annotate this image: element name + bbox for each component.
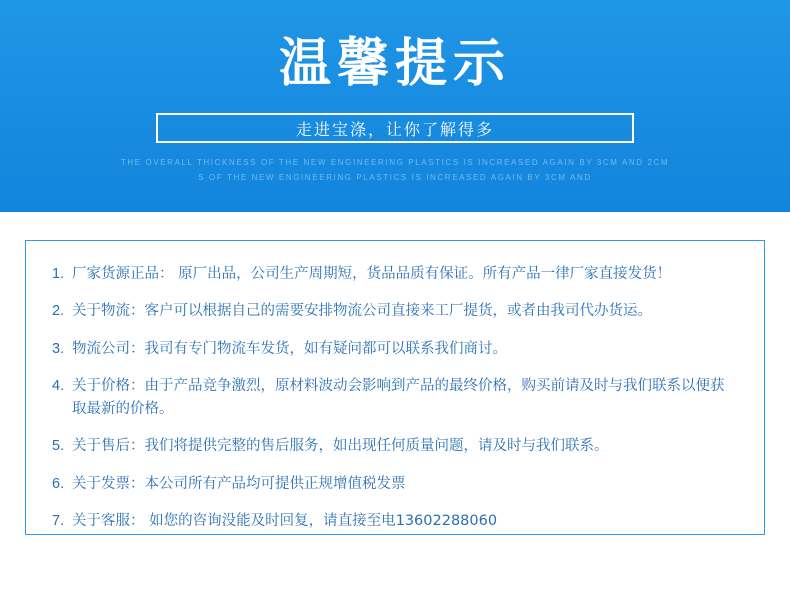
list-item-text: 关于物流：客户可以根据自己的需要安排物流公司直接来工厂提货，或者由我司代办货运。 — [72, 303, 652, 320]
list-item-text: 关于售后：我们将提供完整的售后服务，如出现任何质量问题，请及时与我们联系。 — [72, 438, 609, 455]
banner-content — [0, 0, 790, 186]
list-item-text: 关于发票：本公司所有产品均可提供正规增值税发票 — [72, 475, 406, 492]
notice-card — [25, 240, 765, 535]
subtitle-box — [156, 113, 634, 143]
list-item-text: 物流公司：我司有专门物流车发货，如有疑问都可以联系我们商讨。 — [72, 340, 507, 357]
list-item — [52, 435, 738, 457]
list-item-number: 5. — [52, 438, 65, 455]
banner-subtitle: 走进宝涤，让你了解得多 — [295, 119, 494, 139]
list-item — [52, 510, 738, 532]
list-item — [52, 375, 738, 420]
list-item-text: 关于客服： 如您的咨询没能及时回复，请直接至电13602288060 — [72, 513, 498, 530]
list-item — [52, 338, 738, 360]
list-item — [52, 263, 738, 285]
header-banner — [0, 0, 790, 212]
notice-list — [26, 241, 764, 533]
list-item-number: 1. — [52, 266, 65, 282]
list-item-number: 4. — [52, 378, 65, 395]
list-item-number: 2. — [52, 303, 65, 320]
list-item — [52, 300, 738, 322]
list-item-number: 7. — [52, 513, 65, 530]
list-item-text: 厂家货源正品： 原厂出品，公司生产周期短，货品品质有保证。所有产品一律厂家直接发货！ — [72, 266, 672, 282]
page-title: 温馨提示 — [278, 34, 511, 94]
list-item-number: 3. — [52, 340, 65, 357]
list-item-text: 关于价格：由于产品竞争激烈，原材料波动会影响到产品的最终价格，购买前请及时与我们联系以便获取最新的价格。 — [72, 378, 725, 417]
list-item — [52, 473, 738, 495]
banner-english-line-2: S OF THE NEW ENGINEERING PLASTICS IS INCREASED AGAIN BY 3CM AND — [198, 173, 592, 183]
banner-english-text — [75, 155, 715, 185]
list-item-number: 6. — [52, 475, 65, 492]
banner-english-line-1: THE OVERALL THICKNESS OF THE NEW ENGINEERING PLASTICS IS INCREASED AGAIN BY 3CM AND 2CM — [120, 158, 670, 168]
